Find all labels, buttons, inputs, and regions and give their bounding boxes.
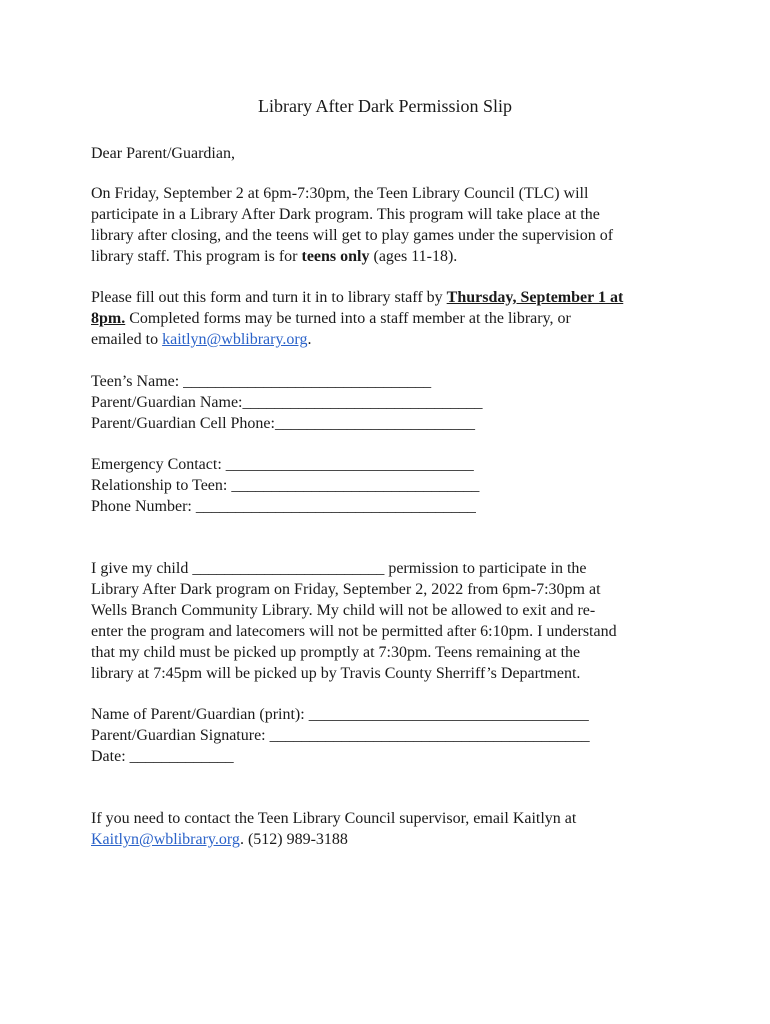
consent-line: library at 7:45pm will be picked up by Travis County Sherriff’s Department.: [91, 665, 581, 682]
greeting-text: Dear Parent/Guardian,: [91, 145, 235, 162]
consent-paragraph: [91, 558, 691, 684]
signature-fields: [91, 704, 691, 767]
consent-line: that my child must be picked up promptly at 7:30pm. Teens remaining at the: [91, 644, 581, 661]
parent-phone-field[interactable]: Parent/Guardian Cell Phone:_________________________: [91, 415, 475, 432]
print-name-field[interactable]: Name of Parent/Guardian (print): ___________________________________: [91, 706, 589, 723]
instructions-line: [91, 308, 691, 329]
instructions-text: .: [307, 331, 312, 348]
intro-text: (ages 11-18).: [369, 248, 458, 265]
contact-phone-text: . (512) 989-3188: [239, 831, 348, 848]
emergency-contact-field[interactable]: Emergency Contact: _______________________________: [91, 456, 474, 473]
instructions-text: emailed to: [91, 331, 163, 348]
intro-paragraph: [91, 183, 691, 267]
phone-number-field[interactable]: Phone Number: ___________________________________: [91, 498, 476, 515]
instructions-line: [91, 329, 691, 350]
intro-line: [91, 246, 691, 267]
instructions-text: Please fill out this form and turn it in to library staff by: [91, 289, 447, 306]
intro-line: On Friday, September 2 at 6pm-7:30pm, the Teen Library Council (TLC) will: [91, 185, 589, 202]
emergency-fields: [91, 454, 691, 517]
contact-paragraph: [91, 808, 691, 850]
relationship-field[interactable]: Relationship to Teen: _______________________________: [91, 477, 480, 494]
teen-name-field[interactable]: Teen’s Name: _______________________________: [91, 373, 432, 390]
email-link[interactable]: kaitlyn@wblibrary.org: [162, 331, 308, 348]
teens-only-emphasis: teens only: [301, 248, 370, 265]
intro-text: library staff. This program is for: [91, 248, 302, 265]
consent-line: enter the program and latecomers will not be permitted after 6:10pm. I understand: [91, 623, 617, 640]
contact-line: If you need to contact the Teen Library Council supervisor, email Kaitlyn at: [91, 810, 577, 827]
date-field[interactable]: Date: _____________: [91, 748, 234, 765]
consent-line[interactable]: I give my child ________________________ permission to participate in the: [91, 560, 587, 577]
deadline-emphasis: 8pm.: [91, 310, 126, 327]
contact-line: [91, 829, 691, 850]
instructions-text: Completed forms may be turned into a staff member at the library, or: [125, 310, 571, 327]
deadline-emphasis: Thursday, September 1 at: [446, 289, 624, 306]
signature-field[interactable]: Parent/Guardian Signature: ________________________________________: [91, 727, 590, 744]
intro-line: library after closing, and the teens will get to play games under the supervision of: [91, 227, 614, 244]
consent-line: Library After Dark program on Friday, September 2, 2022 from 6pm-7:30pm at: [91, 581, 601, 598]
greeting: [91, 143, 691, 164]
teen-info-fields: [91, 371, 691, 434]
instructions-line: [91, 287, 691, 308]
intro-line: participate in a Library After Dark program. This program will take place at the: [91, 206, 600, 223]
document-title: Library After Dark Permission Slip: [258, 96, 512, 116]
consent-line: Wells Branch Community Library. My child will not be allowed to exit and re-: [91, 602, 596, 619]
supervisor-email-link[interactable]: Kaitlyn@wblibrary.org: [91, 831, 240, 848]
instructions-paragraph: [91, 287, 691, 350]
parent-name-field[interactable]: Parent/Guardian Name:______________________________: [91, 394, 483, 411]
